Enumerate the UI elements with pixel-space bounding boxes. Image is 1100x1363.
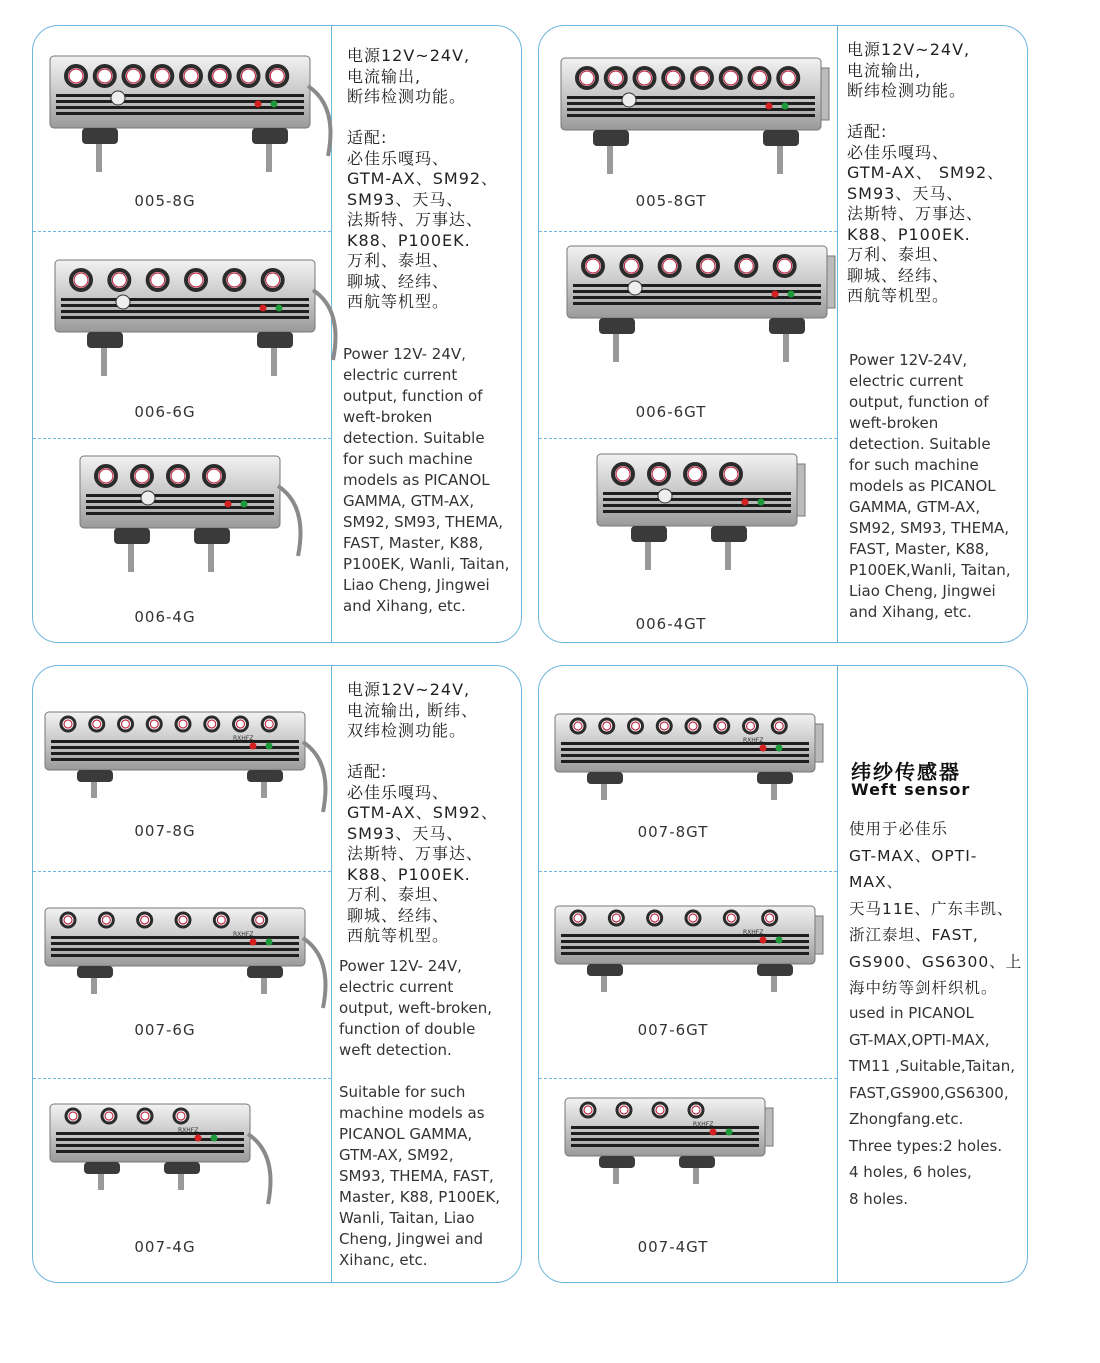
sensor-hole (617, 1103, 631, 1117)
led-red (250, 939, 257, 946)
sensor-stripe (86, 512, 274, 515)
sensor-stripe (561, 934, 809, 937)
brand-tag: RXHFZ (233, 735, 254, 742)
section-title-en: Weft sensor (851, 780, 971, 799)
sensor-stripe (603, 510, 791, 513)
cable (248, 1134, 271, 1204)
sensor-hole (205, 717, 219, 731)
connector (797, 464, 805, 516)
led-red (772, 291, 779, 298)
sensor-hole (174, 1109, 188, 1123)
sensor-hole (600, 719, 614, 733)
product-image-006-6G (53, 258, 353, 408)
connector (827, 256, 835, 308)
sensor-hole (176, 913, 190, 927)
led-red (766, 103, 773, 110)
sensor-stripe (51, 954, 299, 957)
led-green (266, 743, 273, 750)
product-image-007-8G (43, 710, 343, 820)
mount-bolt (91, 782, 97, 798)
mount-bolt (771, 976, 777, 992)
led-green (776, 745, 783, 752)
product-image-007-6G (43, 906, 343, 1016)
brand-tag: RXHFZ (178, 1127, 199, 1134)
sensor-stripe (56, 106, 304, 109)
sensor-stripe (571, 1138, 759, 1141)
mount-bolt (607, 146, 613, 174)
sensor-hole (147, 717, 161, 731)
led-green (788, 291, 795, 298)
mount-base (257, 332, 293, 348)
led-red (742, 499, 749, 506)
sensor-stripe (561, 940, 809, 943)
mount-bolt (601, 784, 607, 800)
model-label: 007-6G (134, 1021, 196, 1039)
cable (313, 290, 336, 360)
sensor-hole (61, 717, 75, 731)
brand-tag: RXHFZ (693, 1121, 714, 1128)
cable (278, 486, 301, 556)
mount-bolt (613, 334, 619, 362)
sensor-hole (657, 719, 671, 733)
mount-base (593, 130, 629, 146)
sensor-stripe (567, 114, 815, 117)
panel-1 (32, 25, 522, 643)
model-label: 006-6G (134, 403, 196, 421)
mount-bolt (645, 542, 651, 570)
connector (815, 724, 823, 762)
row-divider (539, 438, 837, 439)
sensor-stripe (61, 316, 309, 319)
brand-tag: RXHFZ (743, 929, 764, 936)
sensor-stripe (61, 304, 309, 307)
led-red (225, 501, 232, 508)
dial-knob (658, 489, 672, 503)
sensor-hole (772, 719, 786, 733)
model-label: 005-8GT (635, 192, 707, 210)
sensor-hole (90, 717, 104, 731)
mount-base (679, 1156, 715, 1168)
mount-base (252, 128, 288, 144)
mount-bolt (128, 544, 134, 572)
dial-knob (628, 281, 642, 295)
sensor-stripe (61, 298, 309, 301)
mount-base (82, 128, 118, 144)
sensor-hole (99, 913, 113, 927)
mount-bolt (725, 542, 731, 570)
mount-bolt (91, 978, 97, 994)
row-divider (33, 871, 331, 872)
brand-tag: RXHFZ (233, 931, 254, 938)
led-red (250, 743, 257, 750)
mount-base (164, 1162, 200, 1174)
sensor-hole (138, 1109, 152, 1123)
row-divider (33, 1078, 331, 1079)
panel-2 (538, 25, 1028, 643)
sensor-stripe (573, 296, 821, 299)
product-image-006-4GT (595, 452, 835, 602)
description-zh: 电源12V~24V, 电流输出, 断纬检测功能。 适配: 必佳乐嘎玛、 GTM-AX、SM92、 SM93、天马、 法斯特、万事达、 K88、P100EK. 万利、泰坦、 聊城、经纬、 西航等机型。 (347, 46, 499, 311)
sensor-stripe (61, 310, 309, 313)
section-title-zh: 纬纱传感器 (851, 760, 961, 784)
sensor-hole (262, 717, 276, 731)
cable (303, 938, 326, 1008)
mount-base (84, 1162, 120, 1174)
sensor-stripe (561, 760, 809, 763)
sensor-hole (119, 717, 133, 731)
mount-base (194, 528, 230, 544)
cable (308, 86, 331, 156)
description-zh: 使用于必佳乐 GT-MAX、OPTI-MAX、 天马11E、广东丰凯、 浙江泰坦、FAST, GS900、GS6300、上 海中纺等剑杆织机。 (849, 820, 1023, 997)
sensor-hole (629, 719, 643, 733)
dial-knob (111, 91, 125, 105)
sensor-hole (571, 911, 585, 925)
led-green (758, 499, 765, 506)
led-red (195, 1135, 202, 1142)
mount-base (631, 526, 667, 542)
model-label: 007-8GT (637, 823, 709, 841)
model-label: 006-6GT (635, 403, 707, 421)
model-label: 007-8G (134, 822, 196, 840)
connector (765, 1108, 773, 1146)
sensor-stripe (571, 1144, 759, 1147)
sensor-stripe (567, 102, 815, 105)
mount-bolt (208, 544, 214, 572)
sensor-hole (61, 913, 75, 927)
panel-3 (32, 665, 522, 1283)
led-green (276, 305, 283, 312)
product-image-006-4G (78, 454, 318, 604)
model-label: 007-4G (134, 1238, 196, 1256)
sensor-stripe (51, 746, 299, 749)
model-label: 007-4GT (637, 1238, 709, 1256)
sensor-stripe (51, 758, 299, 761)
connector (821, 68, 829, 120)
mount-bolt (101, 348, 107, 376)
led-red (710, 1129, 717, 1136)
sensor-stripe (56, 100, 304, 103)
sensor-stripe (86, 494, 274, 497)
led-green (782, 103, 789, 110)
sensor-stripe (51, 752, 299, 755)
sensor-stripe (561, 754, 809, 757)
sensor-stripe (567, 108, 815, 111)
mount-base (77, 770, 113, 782)
sensor-stripe (56, 1132, 244, 1135)
sensor-hole (66, 1109, 80, 1123)
sensor-hole (581, 1103, 595, 1117)
sensor-stripe (573, 284, 821, 287)
led-red (760, 937, 767, 944)
mount-base (599, 1156, 635, 1168)
sensor-hole (102, 1109, 116, 1123)
description-zh: 电源12V~24V, 电流输出, 断纬检测功能。 适配: 必佳乐嘎玛、 GTM-AX、 SM92、 SM93、天马、 法斯特、万事达、 K88、P100EK. 万利、泰坦、 聊城、经纬、 西航等机型。 (847, 40, 1005, 305)
row-divider (33, 438, 331, 439)
product-image-007-4GT (563, 1096, 803, 1206)
sensor-hole (689, 1103, 703, 1117)
mount-base (757, 964, 793, 976)
product-image-006-6GT (565, 244, 865, 394)
model-label: 006-4GT (635, 615, 707, 633)
product-image-007-4G (48, 1102, 288, 1212)
mount-bolt (771, 784, 777, 800)
mount-bolt (96, 144, 102, 172)
description-en: used in PICANOL GT-MAX,OPTI-MAX, TM11 ,Suitable,Taitan, FAST,GS900,GS6300, Zhongfang.etc. Three types:2 holes. 4 holes, 6 holes, 8 holes. (849, 1004, 1016, 1208)
mount-base (114, 528, 150, 544)
sensor-hole (648, 911, 662, 925)
sensor-hole (715, 719, 729, 733)
dial-knob (141, 491, 155, 505)
product-image-005-8GT (559, 56, 859, 206)
led-green (241, 501, 248, 508)
row-divider (539, 1078, 837, 1079)
row-divider (539, 871, 837, 872)
sensor-stripe (561, 742, 809, 745)
mount-base (757, 772, 793, 784)
mount-bolt (98, 1174, 104, 1190)
sensor-stripe (573, 302, 821, 305)
mount-bolt (693, 1168, 699, 1184)
led-red (260, 305, 267, 312)
description-en: Power 12V- 24V, electric current output, weft-broken, function of double weft detection. Suitable for such machine models as PICANOL GAMMA, GTM-AX, SM92, SM93, THEMA, FAST, Master, K88, P100EK, Wanli, Taitan, Liao Cheng, Jingwei and Xihanc, etc. (339, 957, 500, 1269)
sensor-stripe (603, 492, 791, 495)
sensor-hole (763, 911, 777, 925)
sensor-stripe (51, 740, 299, 743)
mount-base (587, 772, 623, 784)
row-divider (539, 231, 837, 232)
led-red (760, 745, 767, 752)
product-image-007-8GT (553, 712, 853, 822)
mount-bolt (777, 146, 783, 174)
dial-knob (116, 295, 130, 309)
sensor-hole (176, 717, 190, 731)
mount-bolt (178, 1174, 184, 1190)
sensor-hole (609, 911, 623, 925)
led-green (266, 939, 273, 946)
mount-base (587, 964, 623, 976)
sensor-hole (653, 1103, 667, 1117)
row-divider (33, 231, 331, 232)
sensor-hole (686, 911, 700, 925)
sensor-hole (214, 913, 228, 927)
product-image-007-6GT (553, 904, 853, 1014)
model-label: 007-6GT (637, 1021, 709, 1039)
mount-bolt (783, 334, 789, 362)
sensor-stripe (561, 952, 809, 955)
mount-bolt (613, 1168, 619, 1184)
cable (303, 742, 326, 812)
mount-base (769, 318, 805, 334)
mount-bolt (261, 978, 267, 994)
sensor-stripe (51, 936, 299, 939)
sensor-stripe (56, 94, 304, 97)
panel-4 (538, 665, 1028, 1283)
sensor-hole (234, 717, 248, 731)
sensor-hole (744, 719, 758, 733)
led-green (776, 937, 783, 944)
sensor-stripe (56, 1144, 244, 1147)
description-zh: 电源12V~24V, 电流输出, 断纬、 双纬检测功能。 适配: 必佳乐嘎玛、 GTM-AX、SM92、 SM93、天马、 法斯特、万事达、 K88、P100EK. 万利、泰坦、 聊城、经纬、 西航等机型。 (347, 680, 499, 945)
sensor-hole (253, 913, 267, 927)
sensor-stripe (561, 946, 809, 949)
mount-base (599, 318, 635, 334)
mount-base (87, 332, 123, 348)
brand-tag: RXHFZ (743, 737, 764, 744)
sensor-hole (138, 913, 152, 927)
led-green (211, 1135, 218, 1142)
mount-base (77, 966, 113, 978)
sensor-stripe (567, 96, 815, 99)
connector (815, 916, 823, 954)
product-image-005-8G (48, 54, 348, 204)
led-green (271, 101, 278, 108)
mount-base (247, 966, 283, 978)
sensor-hole (724, 911, 738, 925)
description-en: Power 12V- 24V, electric current output, function of weft-broken detection. Suitable for such machine models as PICANOL GAMMA, GTM-AX, SM92, SM93, THEMA, FAST, Master, K88, P100EK, Wanli, Taitan, Liao Cheng, Jingwei and Xihang, etc. (343, 345, 510, 615)
mount-base (763, 130, 799, 146)
led-red (255, 101, 262, 108)
sensor-stripe (51, 948, 299, 951)
mount-base (711, 526, 747, 542)
sensor-hole (571, 719, 585, 733)
mount-bolt (601, 976, 607, 992)
model-label: 005-8G (134, 192, 196, 210)
sensor-hole (686, 719, 700, 733)
dial-knob (622, 93, 636, 107)
description-en: Power 12V-24V, electric current output, function of weft-broken detection. Suitable for such machine models as PICANOL GAMMA, GTM-AX, SM92, SM93, THEMA, FAST, Master, K88, P100EK,Wanli, Taitan, Liao Cheng, Jingwei and Xihang, etc. (849, 351, 1011, 621)
sensor-stripe (56, 112, 304, 115)
sensor-stripe (561, 748, 809, 751)
sensor-stripe (571, 1126, 759, 1129)
sensor-stripe (51, 942, 299, 945)
sensor-stripe (573, 290, 821, 293)
led-green (726, 1129, 733, 1136)
mount-bolt (266, 144, 272, 172)
mount-bolt (271, 348, 277, 376)
model-label: 006-4G (134, 608, 196, 626)
sensor-stripe (56, 1150, 244, 1153)
mount-bolt (261, 782, 267, 798)
mount-base (247, 770, 283, 782)
